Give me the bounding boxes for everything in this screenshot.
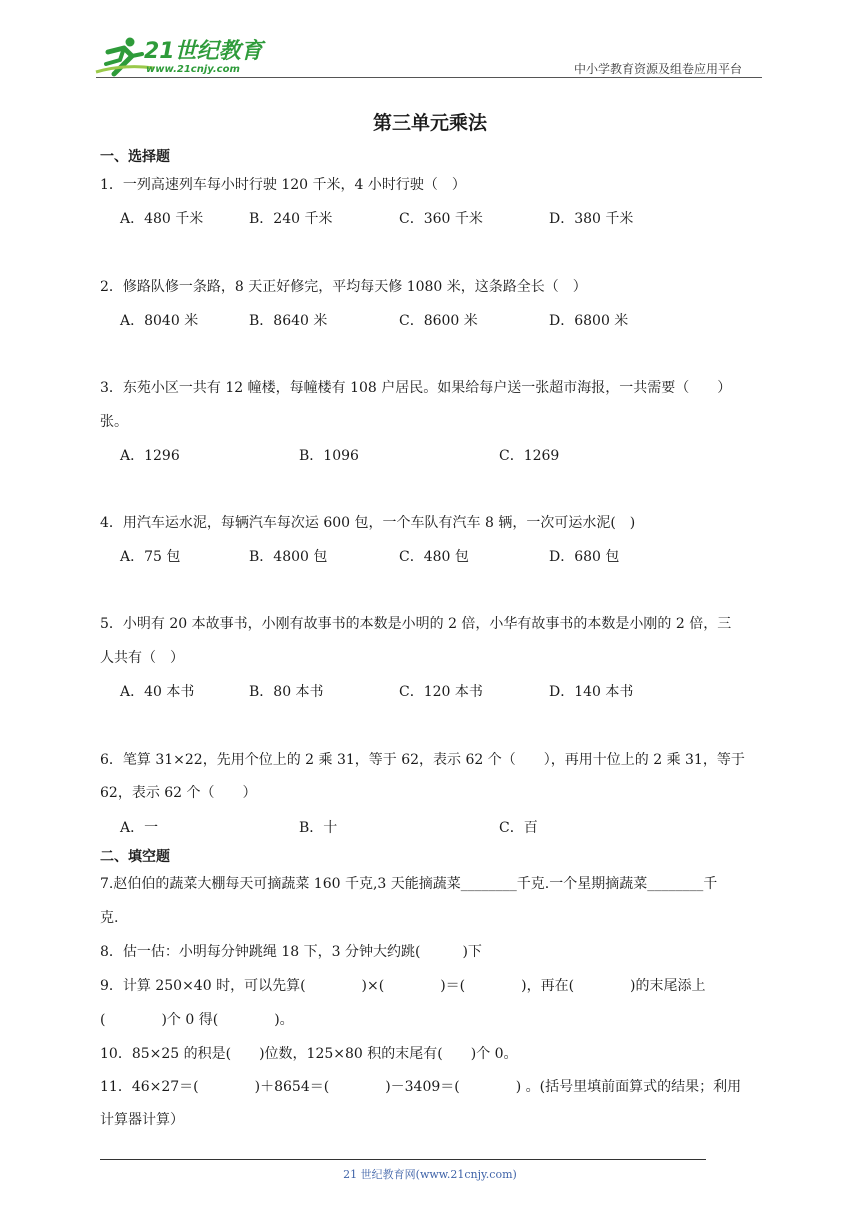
footer-divider <box>100 1159 706 1160</box>
question-11-text-continued: 计算器计算） <box>100 1112 184 1128</box>
question-5-option-d: D．140 本书 <box>549 684 634 700</box>
question-4-option-b: B．4800 包 <box>249 549 328 565</box>
section-heading-fill-in: 二、填空题 <box>100 849 170 865</box>
question-5-option-c: C．120 本书 <box>399 684 483 700</box>
question-11-text: 11．46×27＝( )＋8654＝( )－3409＝( ) 。(括号里填前面算式的结果；利用 <box>100 1079 742 1095</box>
question-4-option-c: C．480 包 <box>399 549 469 565</box>
question-2-option-b: B．8640 米 <box>249 313 328 329</box>
page-title: 第三单元乘法 <box>372 112 487 134</box>
question-5-stem: 5．小明有 20 本故事书，小刚有故事书的本数是小明的 2 倍，小华有故事书的本数是小刚的 2 倍，三 <box>100 616 732 632</box>
question-3-stem-continued: 张。 <box>100 414 128 430</box>
question-1-option-b: B．240 千米 <box>249 211 333 227</box>
question-5-option-a: A．40 本书 <box>120 684 195 700</box>
question-2-stem: 2．修路队修一条路，8 天正好修完，平均每天修 1080 米，这条路全长（ ） <box>100 279 587 295</box>
question-4-option-a: A．75 包 <box>120 549 181 565</box>
question-3-option-c: C．1269 <box>499 448 560 464</box>
question-6-stem: 6．笔算 31×22，先用个位上的 2 乘 31，等于 62，表示 62 个（ ），再用十位上的 2 乘 31，等于 <box>100 752 745 768</box>
question-7-text: 7.赵伯伯的蔬菜大棚每天可摘蔬菜 160 千克,3 天能摘蔬菜________千克.一个星期摘蔬菜________千 <box>100 876 718 892</box>
question-10-text: 10．85×25 的积是( )位数，125×80 积的末尾有( )个 0。 <box>100 1046 518 1062</box>
logo <box>94 34 264 80</box>
question-6-option-c: C．百 <box>499 820 538 836</box>
question-4-stem: 4．用汽车运水泥，每辆汽车每次运 600 包，一个车队有汽车 8 辆，一次可运水泥( ) <box>100 515 636 531</box>
question-1-stem: 1．一列高速列车每小时行驶 120 千米，4 小时行驶（ ） <box>100 177 466 193</box>
platform-name: 中小学教育资源及组卷应用平台 <box>574 62 743 76</box>
question-8-text: 8．估一估：小明每分钟跳绳 18 下，3 分钟大约跳( )下 <box>100 944 482 960</box>
question-3-stem: 3．东苑小区一共有 12 幢楼，每幢楼有 108 户居民。如果给每户送一张超市海报，一共需要（ ） <box>100 380 732 396</box>
question-6-option-a: A．一 <box>120 820 159 836</box>
question-9-text: 9．计算 250×40 时，可以先算( )×( )＝( )，再在( )的末尾添上 <box>100 978 706 994</box>
question-2-option-c: C．8600 米 <box>399 313 478 329</box>
question-2-option-a: A．8040 米 <box>120 313 199 329</box>
question-2-option-d: D．6800 米 <box>549 313 629 329</box>
question-5-option-b: B．80 本书 <box>249 684 324 700</box>
header-divider <box>96 77 762 78</box>
question-1-option-a: A．480 千米 <box>120 211 204 227</box>
question-1-option-c: C．360 千米 <box>399 211 483 227</box>
section-heading-choice: 一、选择题 <box>100 149 170 165</box>
question-6-stem-continued: 62，表示 62 个（ ） <box>100 785 257 801</box>
question-1-option-d: D．380 千米 <box>549 211 634 227</box>
question-4-option-d: D．680 包 <box>549 549 620 565</box>
footer-text: 21 世纪教育网(www.21cnjy.com) <box>343 1168 517 1181</box>
logo-text: 21世纪教育 <box>144 39 263 64</box>
question-3-option-a: A．1296 <box>120 448 180 464</box>
question-5-stem-continued: 人共有（ ） <box>100 650 184 666</box>
question-6-option-b: B．十 <box>299 820 338 836</box>
question-3-option-b: B．1096 <box>299 448 359 464</box>
question-7-text-continued: 克. <box>100 910 119 926</box>
logo-url: www.21cnjy.com <box>146 64 240 75</box>
question-9-text-continued: ( )个 0 得( )。 <box>100 1012 294 1028</box>
